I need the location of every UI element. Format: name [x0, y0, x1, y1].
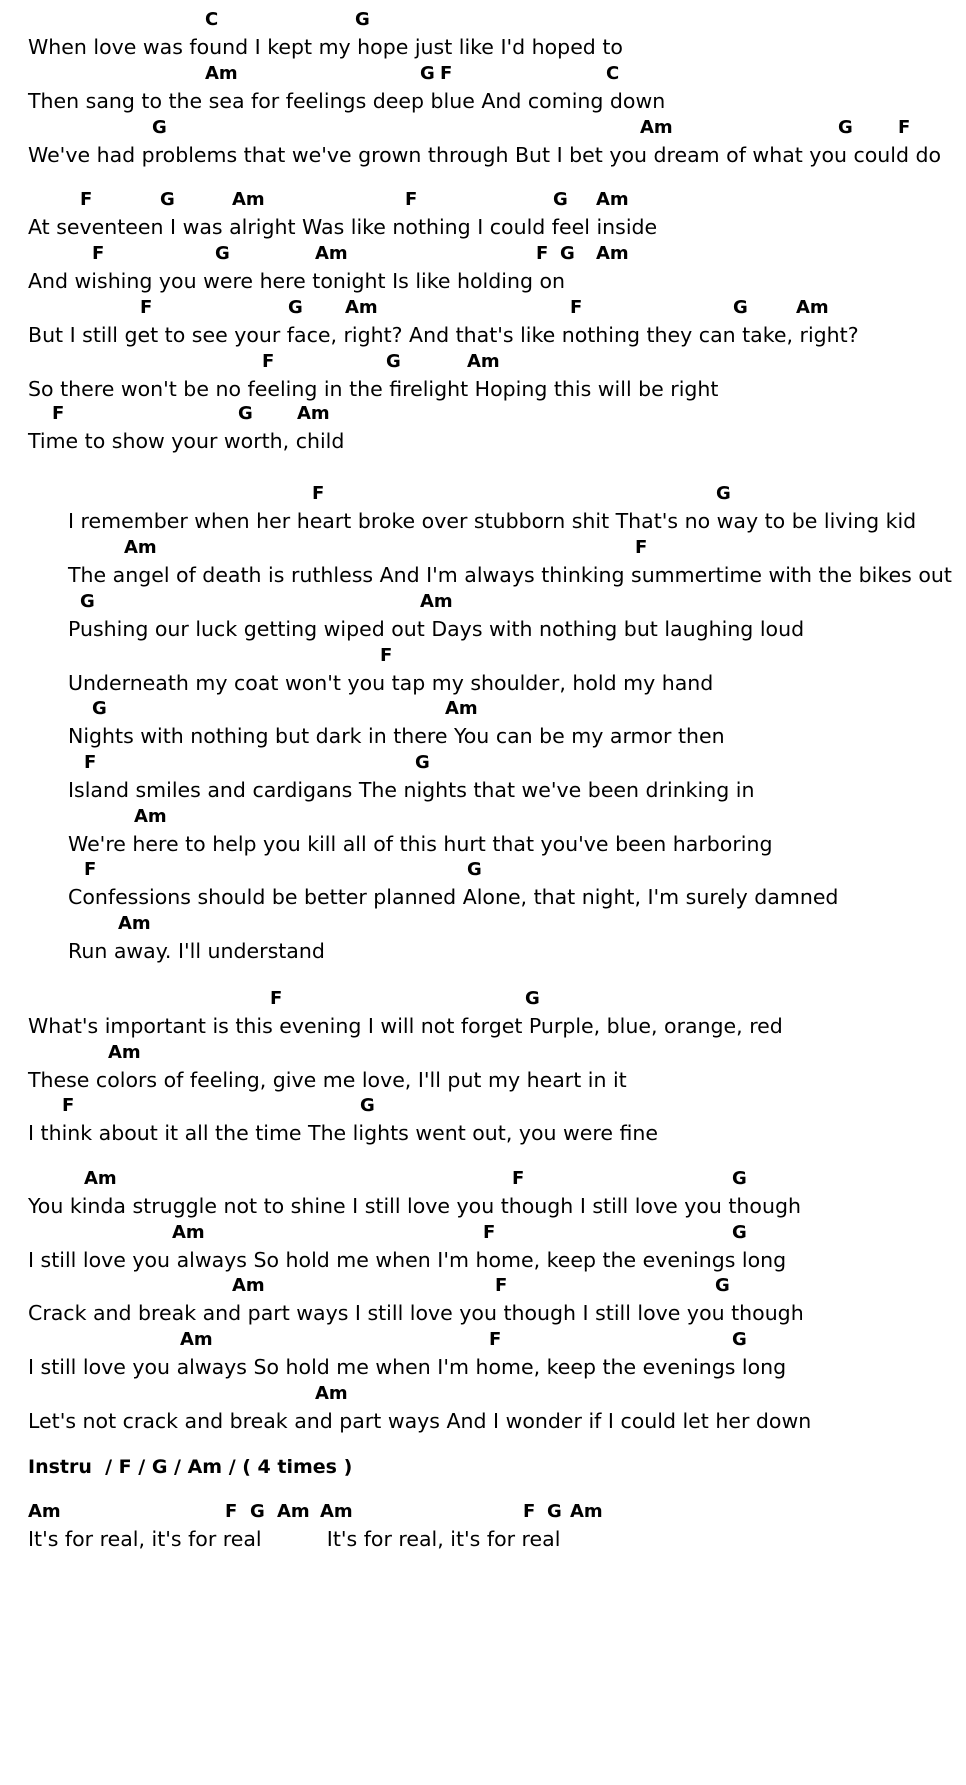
- chord-label: Am: [124, 537, 157, 558]
- chord-label: Am: [232, 189, 265, 210]
- chord-label: F: [405, 189, 418, 210]
- chord-label: F: [489, 1329, 502, 1350]
- chord-label: Am: [467, 351, 500, 372]
- chord-label: F: [898, 117, 911, 138]
- chord-label: G: [215, 243, 230, 264]
- chord-label: G: [732, 1329, 747, 1350]
- chord-label: G: [732, 1168, 747, 1189]
- chord-label: G: [415, 752, 430, 773]
- chord-label: Am: [232, 1275, 265, 1296]
- chord-label: F: [225, 1501, 238, 1522]
- lyric-line: I remember when her heart broke over stubborn shit That's no way to be living kid: [68, 509, 917, 533]
- lyric-line: Island smiles and cardigans The nights that we've been drinking in: [68, 778, 755, 802]
- lyric-line: These colors of feeling, give me love, I'll put my heart in it: [28, 1068, 627, 1092]
- chord-label: Am: [108, 1042, 141, 1063]
- chord-label: F: [635, 537, 648, 558]
- chord-label: G: [467, 859, 482, 880]
- lyric-line: What's important is this evening I will not forget Purple, blue, orange, red: [28, 1014, 783, 1038]
- chord-label: Am: [345, 297, 378, 318]
- chord-label: Am: [205, 63, 238, 84]
- chord-label: G: [716, 483, 731, 504]
- chord-label: Am: [596, 243, 629, 264]
- lyric-line: At seventeen I was alright Was like nothing I could feel inside: [28, 215, 658, 239]
- chord-label: Am: [180, 1329, 213, 1350]
- chord-label: Am: [134, 806, 167, 827]
- chord-label: Am: [420, 591, 453, 612]
- chord-label: Am: [596, 189, 629, 210]
- lyric-line: But I still get to see your face, right? And that's like nothing they can take, right?: [28, 323, 859, 347]
- chord-label: Am: [315, 243, 348, 264]
- lyric-line: Confessions should be better planned Alone, that night, I'm surely damned: [68, 885, 839, 909]
- chord-label: G: [355, 9, 370, 30]
- chord-label: F: [495, 1275, 508, 1296]
- chord-label: F: [536, 243, 549, 264]
- chord-label: Am: [84, 1168, 117, 1189]
- chord-label: F: [523, 1501, 536, 1522]
- lyric-line: It's for real, it's for real It's for real, it's for real: [28, 1527, 561, 1551]
- lyric-line: You kinda struggle not to shine I still love you though I still love you though: [28, 1194, 801, 1218]
- chord-label: C: [606, 63, 620, 84]
- chord-label: F: [380, 645, 393, 666]
- lyric-line: Time to show your worth, child: [28, 429, 345, 453]
- chord-label: G: [838, 117, 853, 138]
- chord-label: F: [440, 63, 453, 84]
- chord-label: G: [553, 189, 568, 210]
- chord-label: G: [525, 988, 540, 1009]
- lyric-line: Pushing our luck getting wiped out Days with nothing but laughing loud: [68, 617, 805, 641]
- chord-label: F: [84, 859, 97, 880]
- lyric-line: When love was found I kept my hope just like I'd hoped to: [28, 35, 623, 59]
- lyric-line: Crack and break and part ways I still love you though I still love you though: [28, 1301, 804, 1325]
- chord-label: Am: [570, 1501, 603, 1522]
- chord-label: G: [288, 297, 303, 318]
- chord-label: G: [547, 1501, 562, 1522]
- lyric-line: We're here to help you kill all of this hurt that you've been harboring: [68, 832, 773, 856]
- lyric-line: I still love you always So hold me when I'm home, keep the evenings long: [28, 1248, 787, 1272]
- chord-label: Am: [28, 1501, 61, 1522]
- lyric-line: So there won't be no feeling in the firelight Hoping this will be right: [28, 377, 719, 401]
- chord-label: G: [80, 591, 95, 612]
- chord-label: G: [420, 63, 435, 84]
- chord-label: G: [92, 698, 107, 719]
- chord-label: Am: [172, 1222, 205, 1243]
- chord-label: Am: [315, 1383, 348, 1404]
- lyric-line: And wishing you were here tonight Is like holding on: [28, 269, 566, 293]
- chord-label: F: [52, 403, 65, 424]
- chord-label: G: [160, 189, 175, 210]
- lyric-line: I still love you always So hold me when I'm home, keep the evenings long: [28, 1355, 787, 1379]
- lyric-line: Run away. I'll understand: [68, 939, 325, 963]
- chord-label: F: [80, 189, 93, 210]
- chord-label: G: [250, 1501, 265, 1522]
- chord-label: F: [483, 1222, 496, 1243]
- chord-label: Am: [277, 1501, 310, 1522]
- lyric-line: Underneath my coat won't you tap my shoulder, hold my hand: [68, 671, 714, 695]
- lyric-line: We've had problems that we've grown through But I bet you dream of what you could do: [28, 143, 942, 167]
- chord-label: F: [270, 988, 283, 1009]
- lyric-line: Let's not crack and break and part ways And I wonder if I could let her down: [28, 1409, 812, 1433]
- chord-label: F: [570, 297, 583, 318]
- chord-label: G: [732, 1222, 747, 1243]
- lyric-line: I think about it all the time The lights went out, you were fine: [28, 1121, 659, 1145]
- lyric-line: Nights with nothing but dark in there You can be my armor then: [68, 724, 725, 748]
- chord-label: F: [84, 752, 97, 773]
- chord-label: F: [512, 1168, 525, 1189]
- chord-label: G: [715, 1275, 730, 1296]
- chord-label: F: [262, 351, 275, 372]
- chord-label: Am: [320, 1501, 353, 1522]
- chord-label: G: [386, 351, 401, 372]
- chord-label: G: [238, 403, 253, 424]
- chord-label: C: [205, 9, 219, 30]
- chord-label: F: [62, 1095, 75, 1116]
- chord-label: G: [560, 243, 575, 264]
- instrumental-line: Instru / F / G / Am / ( 4 times ): [28, 1456, 353, 1478]
- chord-label: G: [152, 117, 167, 138]
- chord-label: Am: [796, 297, 829, 318]
- lyric-line: Then sang to the sea for feelings deep blue And coming down: [28, 89, 666, 113]
- chord-label: Am: [118, 913, 151, 934]
- lyric-line: The angel of death is ruthless And I'm always thinking summertime with the bikes out: [68, 563, 952, 587]
- chord-label: F: [92, 243, 105, 264]
- chord-label: Am: [640, 117, 673, 138]
- chord-label: F: [312, 483, 325, 504]
- chord-label: G: [360, 1095, 375, 1116]
- chord-label: Am: [297, 403, 330, 424]
- chord-label: Am: [445, 698, 478, 719]
- chord-label: G: [733, 297, 748, 318]
- chord-label: F: [140, 297, 153, 318]
